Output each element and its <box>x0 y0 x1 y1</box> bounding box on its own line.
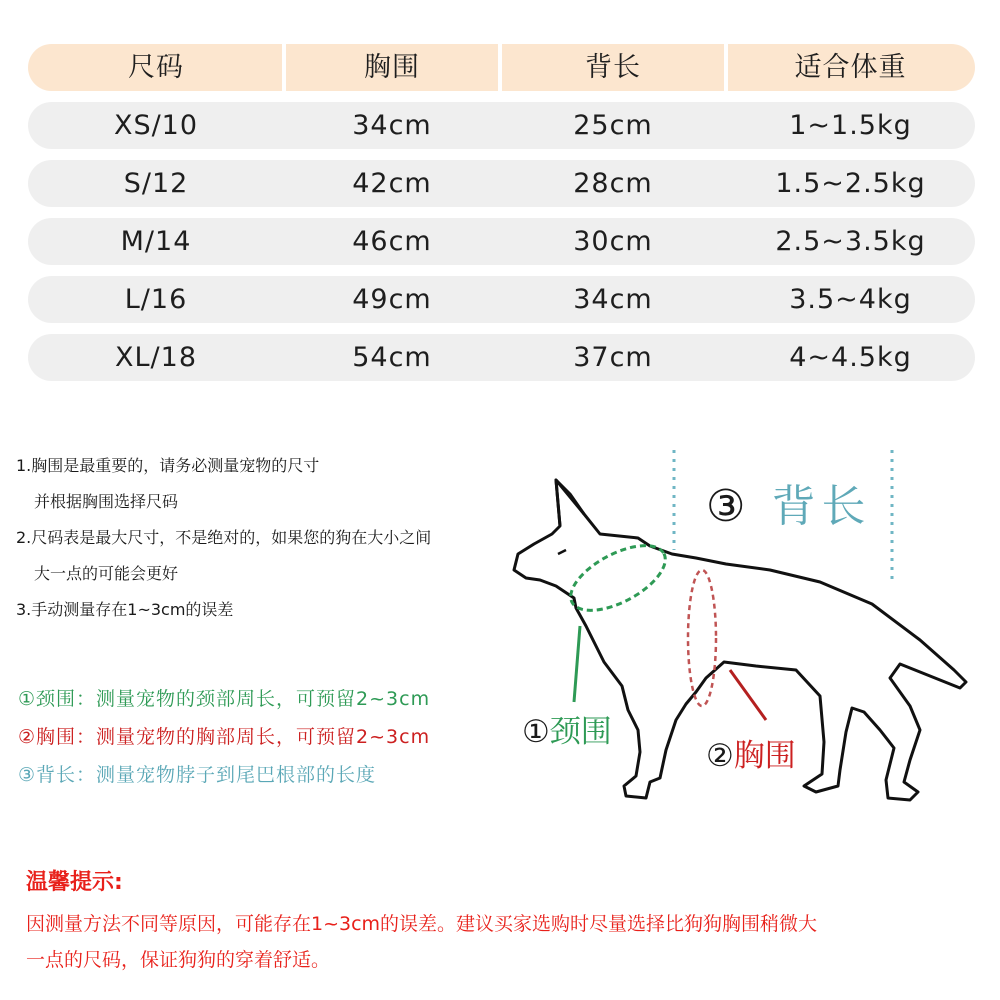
table-row <box>28 218 975 265</box>
legend-neck: ①颈围：测量宠物的颈部周长，可预留2~3cm <box>18 688 431 710</box>
neck-text: 颈围 <box>549 714 612 750</box>
table-header-row <box>28 44 975 91</box>
weight-cell: 2.5~3.5kg <box>775 226 926 257</box>
back-length-cell: 37cm <box>573 342 653 373</box>
chest-label <box>706 730 796 775</box>
header-weight: 适合体重 <box>794 52 907 83</box>
chest-pointer <box>730 670 766 720</box>
neck-label <box>522 706 612 751</box>
dog-eye <box>558 550 566 554</box>
weight-cell: 1.5~2.5kg <box>775 168 926 199</box>
size-cell: XS/10 <box>113 110 199 141</box>
tip-line: 因测量方法不同等原因，可能存在1~3cm的误差。建议买家选购时尽量选择比狗狗胸围稍微大 <box>26 913 818 935</box>
measurement-notes <box>16 448 496 628</box>
table-row <box>28 276 975 323</box>
tip-title: 温馨提示: <box>26 870 123 895</box>
size-cell: L/16 <box>124 284 188 315</box>
weight-cell: 3.5~4kg <box>789 284 912 315</box>
back-length-label <box>706 470 871 534</box>
legend-back: ③背长：测量宠物脖子到尾巴根部的长度 <box>18 764 377 786</box>
chest-cell: 49cm <box>352 284 432 315</box>
note-line: 并根据胸围选择尺码 <box>34 492 179 511</box>
back-length-cell: 34cm <box>573 284 653 315</box>
table-row <box>28 102 975 149</box>
chest-cell: 54cm <box>352 342 432 373</box>
chest-text: 胸围 <box>733 738 796 774</box>
back-length-text: 背长 <box>771 481 872 532</box>
weight-cell: 4~4.5kg <box>789 342 912 373</box>
header-chest: 胸围 <box>364 52 420 83</box>
back-length-cell: 28cm <box>573 168 653 199</box>
size-table <box>28 44 975 392</box>
measurement-legend <box>18 680 430 794</box>
table-row <box>28 160 975 207</box>
note-line: 1.胸围是最重要的，请务必测量宠物的尺寸 <box>16 456 320 475</box>
header-size: 尺码 <box>128 52 184 83</box>
tip-line: 一点的尺码，保证狗狗的穿着舒适。 <box>26 949 331 971</box>
size-cell: M/14 <box>120 226 192 257</box>
header-back-length: 背长 <box>585 52 641 83</box>
back-length-number: ③ <box>706 481 752 532</box>
tip-body <box>26 906 986 978</box>
table-row <box>28 334 975 381</box>
weight-cell: 1~1.5kg <box>789 110 912 141</box>
note-line: 大一点的可能会更好 <box>34 564 179 583</box>
chest-cell: 46cm <box>352 226 432 257</box>
neck-pointer <box>574 626 580 702</box>
size-cell: S/12 <box>123 168 189 199</box>
note-line: 2.尺码表是最大尺寸，不是绝对的，如果您的狗在大小之间 <box>16 528 432 547</box>
legend-chest: ②胸围：测量宠物的胸部周长，可预留2~3cm <box>18 726 431 748</box>
neck-number: ① <box>522 714 550 750</box>
size-cell: XL/18 <box>115 342 197 373</box>
chest-cell: 42cm <box>352 168 432 199</box>
note-line: 3.手动测量存在1~3cm的误差 <box>16 600 234 619</box>
back-length-cell: 25cm <box>573 110 653 141</box>
back-length-cell: 30cm <box>573 226 653 257</box>
warm-tip <box>26 866 986 978</box>
chest-cell: 34cm <box>352 110 432 141</box>
chest-number: ② <box>706 738 734 774</box>
